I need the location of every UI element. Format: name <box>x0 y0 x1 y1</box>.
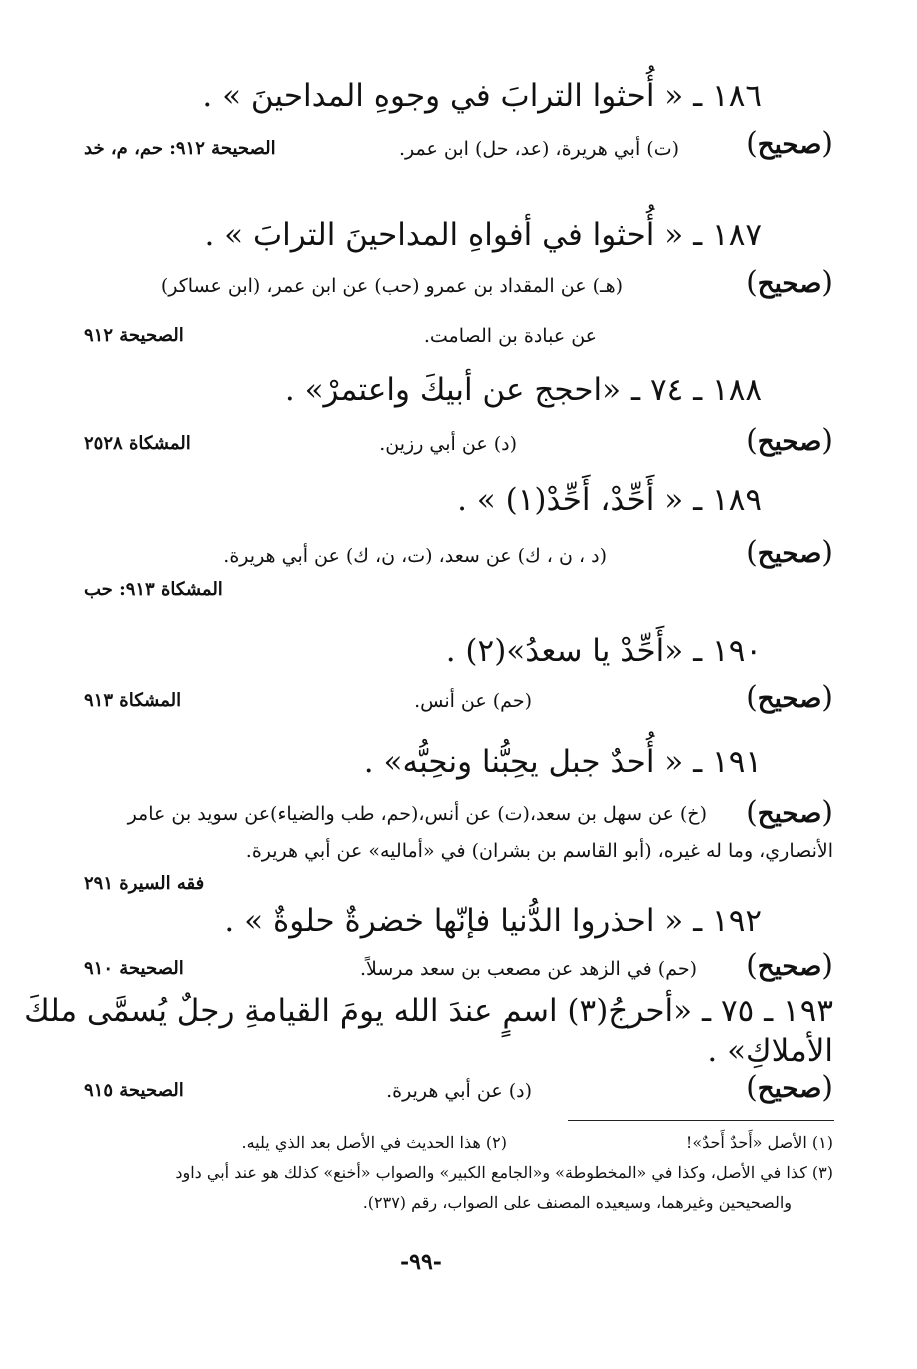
source-187: (هـ) عن المقداد بن عمرو (حب) عن ابن عمر، (ابن عساكر) <box>160 275 623 297</box>
reference-192: الصحيحة ٩١٠ <box>84 958 184 979</box>
source-191: (خ) عن سهل بن سعد،(ت) عن أنس،(حم، طب والضياء)عن سويد بن عامر <box>127 803 707 825</box>
grade-label: صحيح <box>757 130 822 160</box>
source-189: (د ، ن ، ك) عن سعد، (ت، ن، ك) عن أبي هريرة. <box>223 545 607 567</box>
source-186: (ت) أبي هريرة، (عد، حل) ابن عمر. <box>399 138 679 160</box>
grade-label: صحيح <box>757 1074 822 1104</box>
grade-badge-193: (صحيح) <box>746 1070 833 1105</box>
reference-186: الصحيحة ٩١٢: حم، م، خد <box>84 138 276 159</box>
grade-label: صحيح <box>757 427 822 457</box>
hadith-189-text: ١٨٩ ـ « أَحِّدْ، أَحِّدْ(١) » . <box>457 482 762 518</box>
footnote-divider <box>568 1120 834 1121</box>
page-number: -٩٩- <box>400 1249 442 1275</box>
reference-193: الصحيحة ٩١٥ <box>84 1080 184 1101</box>
source-188: (د) عن أبي رزين. <box>379 433 517 455</box>
hadith-193-text-line2: الأملاكِ» . <box>707 1033 833 1069</box>
footnote-3-line2: والصحيحين وغيرهما، وسيعيده المصنف على الصواب، رقم (٢٣٧). <box>362 1193 792 1212</box>
hadith-186-text: ١٨٦ ـ « أُحثوا الترابَ في وجوهِ المداحينَ » . <box>202 78 762 114</box>
source-190: (حم) عن أنس. <box>414 690 532 712</box>
footnote-1: (١) الأصل «أَحدٌ أَحدٌ»! <box>685 1133 833 1152</box>
grade-badge-189: (صحيح) <box>746 535 833 570</box>
reference-190: المشكاة ٩١٣ <box>84 690 182 711</box>
grade-badge-190: (صحيح) <box>746 680 833 715</box>
hadith-187-text: ١٨٧ ـ « أُحثوا في أفواهِ المداحينَ الترابَ » . <box>204 217 762 253</box>
reference-189: المشكاة ٩١٣: حب <box>84 579 223 600</box>
grade-label: صحيح <box>757 684 822 714</box>
grade-badge-188: (صحيح) <box>746 423 833 458</box>
grade-label: صحيح <box>757 799 822 829</box>
source-193: (د) عن أبي هريرة. <box>386 1080 532 1102</box>
source-187-line2: عن عبادة بن الصامت. <box>423 325 597 347</box>
hadith-190-text: ١٩٠ ـ «أَحِّدْ يا سعدُ»(٢) . <box>445 633 762 669</box>
grade-badge-191: (صحيح) <box>746 795 833 830</box>
hadith-193-text: ١٩٣ ـ ٧٥ ـ «أحرجُ(٣) اسمٍ عندَ الله يومَ القيامةِ رجلٌ يُسمَّى ملكَ <box>24 993 833 1029</box>
grade-label: صحيح <box>757 952 822 982</box>
grade-badge-187: (صحيح) <box>746 265 833 300</box>
source-191-line2: الأنصاري، وما له غيره، (أبو القاسم بن بشران) في «أماليه» عن أبي هريرة. <box>245 840 833 862</box>
footnote-3-line1: (٣) كذا في الأصل، وكذا في «المخطوطة» و«الجامع الكبير» والصواب «أخنع» كذلك هو عند أبي داود <box>175 1163 833 1182</box>
reference-191: فقه السيرة ٢٩١ <box>84 873 205 894</box>
source-192: (حم) في الزهد عن مصعب بن سعد مرسلاً. <box>360 958 697 980</box>
reference-187: الصحيحة ٩١٢ <box>84 325 184 346</box>
hadith-191-text: ١٩١ ـ « أُحدٌ جبل يحِبُّنا ونحِبُّه» . <box>363 744 762 780</box>
grade-label: صحيح <box>757 539 822 569</box>
hadith-192-text: ١٩٢ ـ « احذروا الدُّنيا فإنّها خضرةٌ حلوةٌ » . <box>224 903 762 939</box>
footnote-2: (٢) هذا الحديث في الأصل بعد الذي يليه. <box>241 1133 507 1152</box>
grade-badge-186: (صحيح) <box>746 126 833 161</box>
grade-label: صحيح <box>757 269 822 299</box>
grade-badge-192: (صحيح) <box>746 948 833 983</box>
hadith-188-text: ١٨٨ ـ ٧٤ ـ «احجج عن أبيكَ واعتمرْ» . <box>284 372 762 408</box>
reference-188: المشكاة ٢٥٢٨ <box>84 433 191 454</box>
